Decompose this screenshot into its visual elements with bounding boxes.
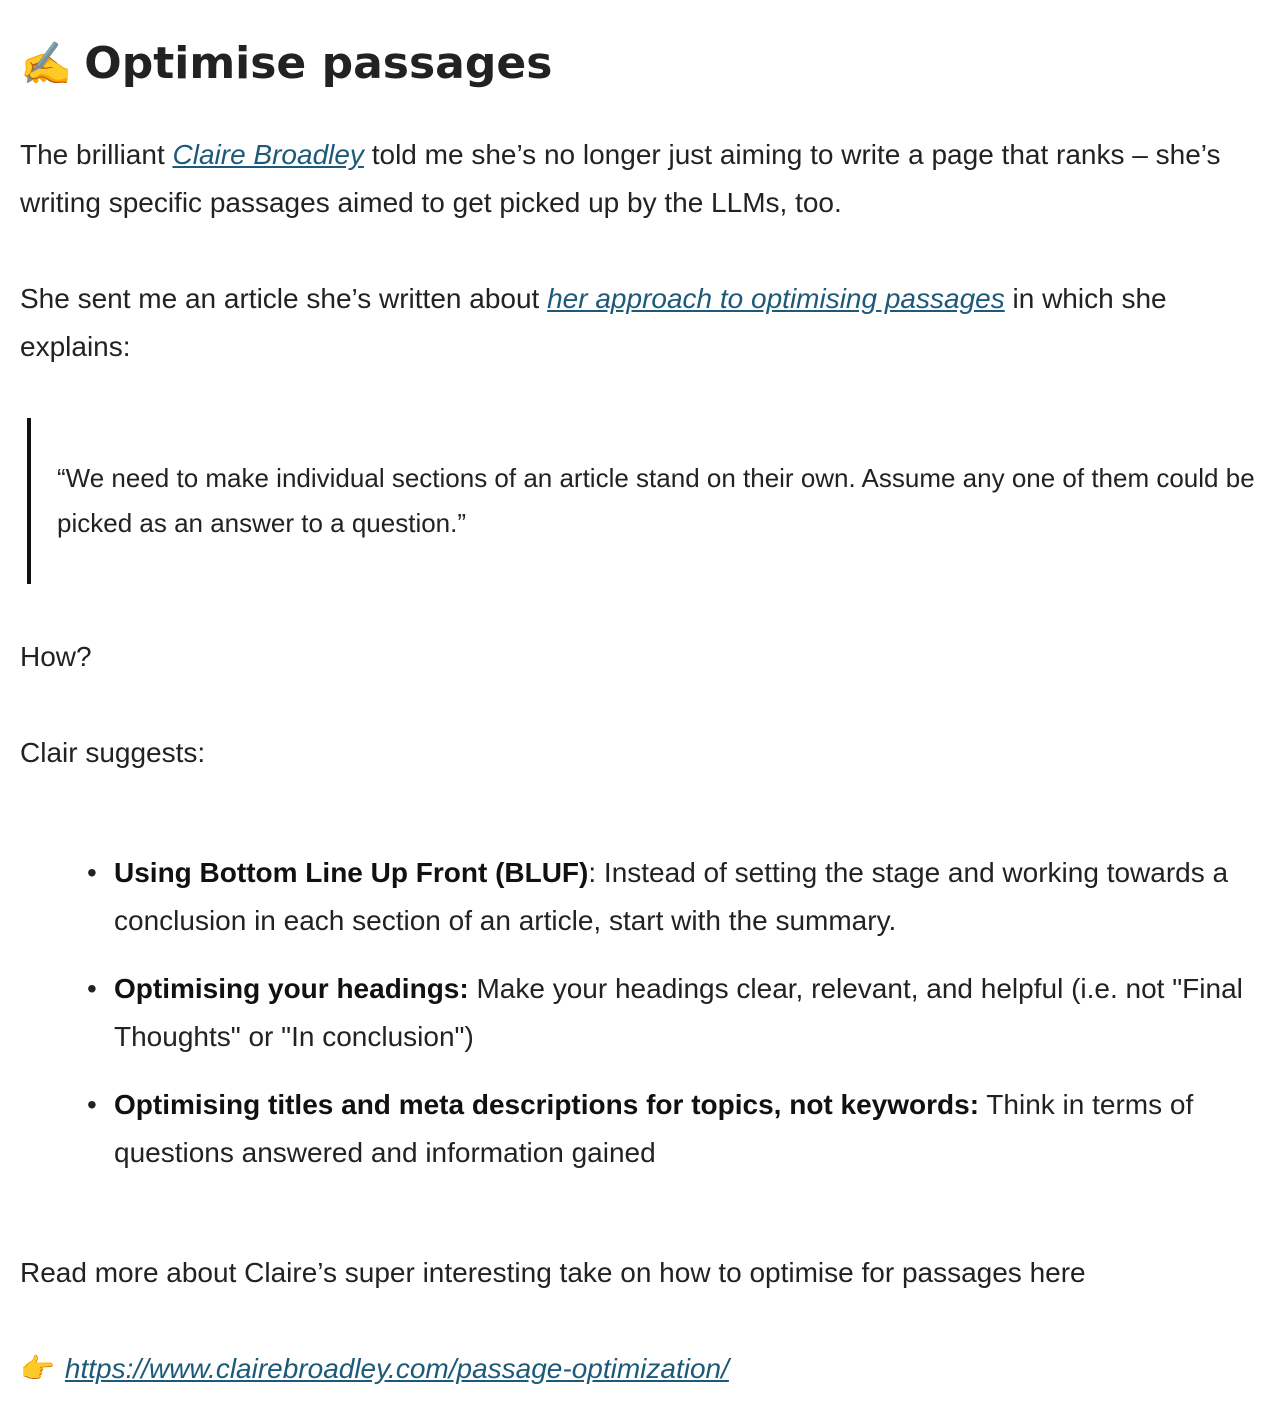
article-text-start: She sent me an article she’s written about — [20, 283, 548, 314]
intro-text-start: The brilliant — [20, 139, 173, 170]
intro-text-end: told me she’s no longer just aiming to write a page that ranks – she’s writing specific passages aimed to get picked up by the LLMs, too. — [20, 139, 1221, 218]
list-item — [20, 1081, 1260, 1177]
list-item — [20, 965, 1260, 1061]
article-text-end: in which she explains: — [20, 283, 1167, 362]
list-item-text: Think in terms of questions answered and information gained — [114, 1089, 1194, 1168]
suggests-intro: Clair suggests: — [20, 737, 206, 768]
intro-paragraph — [20, 131, 1260, 227]
list-item-text: Make your headings clear, relevant, and helpful (i.e. not "Final Thoughts" or "In conclusion") — [114, 973, 1243, 1052]
passage-optimization-url-link[interactable]: https://www.clairebroadley.com/passage-optimization/ — [64, 1353, 729, 1384]
bullet-icon: • — [87, 973, 97, 1004]
suggestions-list — [20, 849, 1260, 1197]
list-item — [20, 849, 1260, 945]
writing-hand-icon: ✍️ — [20, 39, 73, 88]
read-more-paragraph: Read more about Claire’s super interesting take on how to optimise for passages here — [20, 1257, 1086, 1288]
blockquote — [27, 418, 1257, 584]
pointing-finger-icon: 👉 — [20, 1353, 55, 1384]
list-item-title: Optimising titles and meta descriptions for topics, not keywords: — [114, 1089, 980, 1120]
heading-text: Optimise passages — [84, 38, 553, 89]
footer-link-paragraph — [20, 1345, 729, 1393]
approach-article-link[interactable]: her approach to optimising passages — [547, 283, 1005, 314]
article-section — [20, 0, 1280, 1384]
list-item-text: : Instead of setting the stage and working towards a conclusion in each section of an article, start with the summary. — [114, 857, 1229, 936]
article-paragraph — [20, 275, 1282, 371]
section-heading — [20, 0, 1280, 100]
claire-broadley-link[interactable]: Claire Broadley — [172, 139, 364, 170]
bullet-icon: • — [87, 857, 97, 888]
bullet-icon: • — [87, 1089, 97, 1120]
quote-text: “We need to make individual sections of an article stand on their own. Assume any one of them could be picked as an answer to a question.” — [57, 463, 1255, 538]
how-question: How? — [20, 641, 92, 672]
list-item-title: Using Bottom Line Up Front (BLUF) — [114, 857, 589, 888]
list-item-title: Optimising your headings: — [114, 973, 469, 1004]
